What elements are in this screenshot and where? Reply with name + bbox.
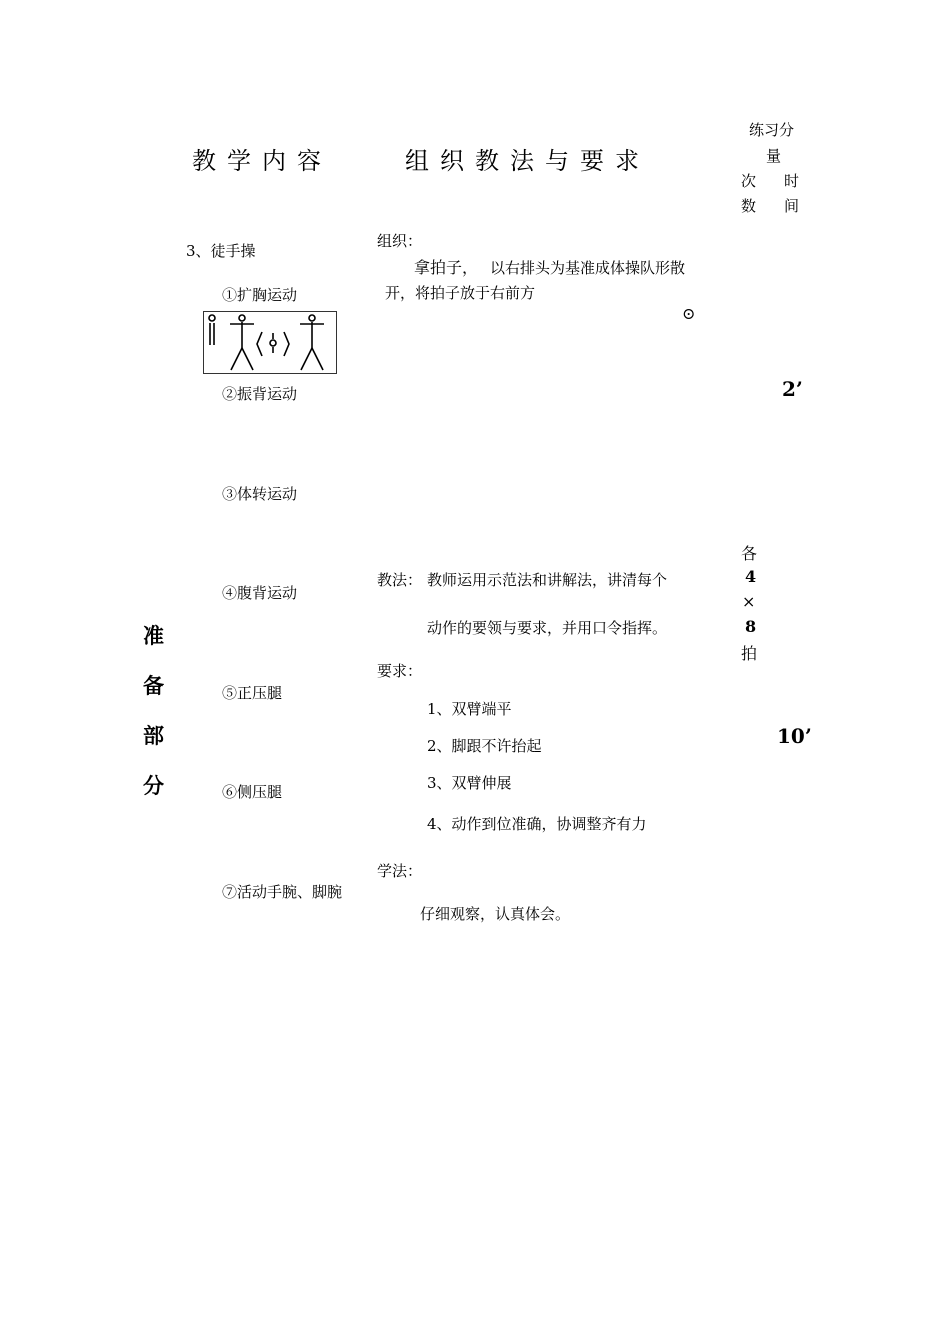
stick-figures-icon [204,312,336,373]
content-item: ⑦活动手腕、脚腕 [222,883,343,901]
learn-line: 仔细观察，认真体会。 [420,905,571,923]
content-item: ④腹背运动 [222,584,298,602]
count-char: × [742,592,756,611]
section-label-char: 备 [143,674,164,698]
org-label: 组织： [377,232,423,250]
teach-label: 教法： [377,571,423,589]
count-char: 各 [741,544,758,563]
requirement-item: 3、双臂伸展 [427,774,512,792]
content-item: ⑤正压腿 [222,684,283,702]
header-amount-line2: 量 [766,147,782,165]
org-line2: 开，将拍子放于右前方 [385,284,536,302]
req-label: 要求： [377,662,423,680]
header-content-title: 教学内容 [192,147,332,175]
header-amount-line1: 练习分 [749,121,795,139]
count-char: 8 [745,617,757,636]
requirement-item: 4、动作到位准确，协调整齐有力 [427,815,647,833]
teach-line1: 教师运用示范法和讲解法，讲清每个 [427,571,668,589]
content-item: ②振背运动 [222,385,298,403]
content-item: ③体转运动 [222,485,298,503]
teacher-position-icon: ⊙ [682,304,696,323]
header-count-bottom: 数 [741,197,757,215]
time-value-1: 2’ [782,377,803,401]
header-time-top: 时 [784,172,800,190]
requirement-item: 2、脚跟不许抬起 [427,737,542,755]
content-title: 3、徒手操 [186,242,256,260]
header-method-title: 组织教法与要求 [405,147,650,175]
section-label-char: 部 [143,724,164,748]
header-time-bottom: 间 [784,197,800,215]
content-item: ⑥侧压腿 [222,783,283,801]
header-count-top: 次 [741,172,757,190]
org-line1-a: 拿拍子， [414,258,479,277]
count-char: 4 [745,567,757,586]
requirement-item: 1、双臂端平 [427,700,512,718]
content-item: ①扩胸运动 [222,286,298,304]
section-label-char: 分 [143,774,164,798]
count-char: 拍 [741,644,758,663]
exercise-figure [203,311,337,374]
time-value-2: 10’ [777,724,812,748]
teach-line2: 动作的要领与要求，并用口令指挥。 [427,619,668,637]
learn-label: 学法： [377,862,423,880]
section-label-char: 准 [143,624,164,648]
org-line1-b: 以右排头为基准成体操队形散 [490,259,686,277]
